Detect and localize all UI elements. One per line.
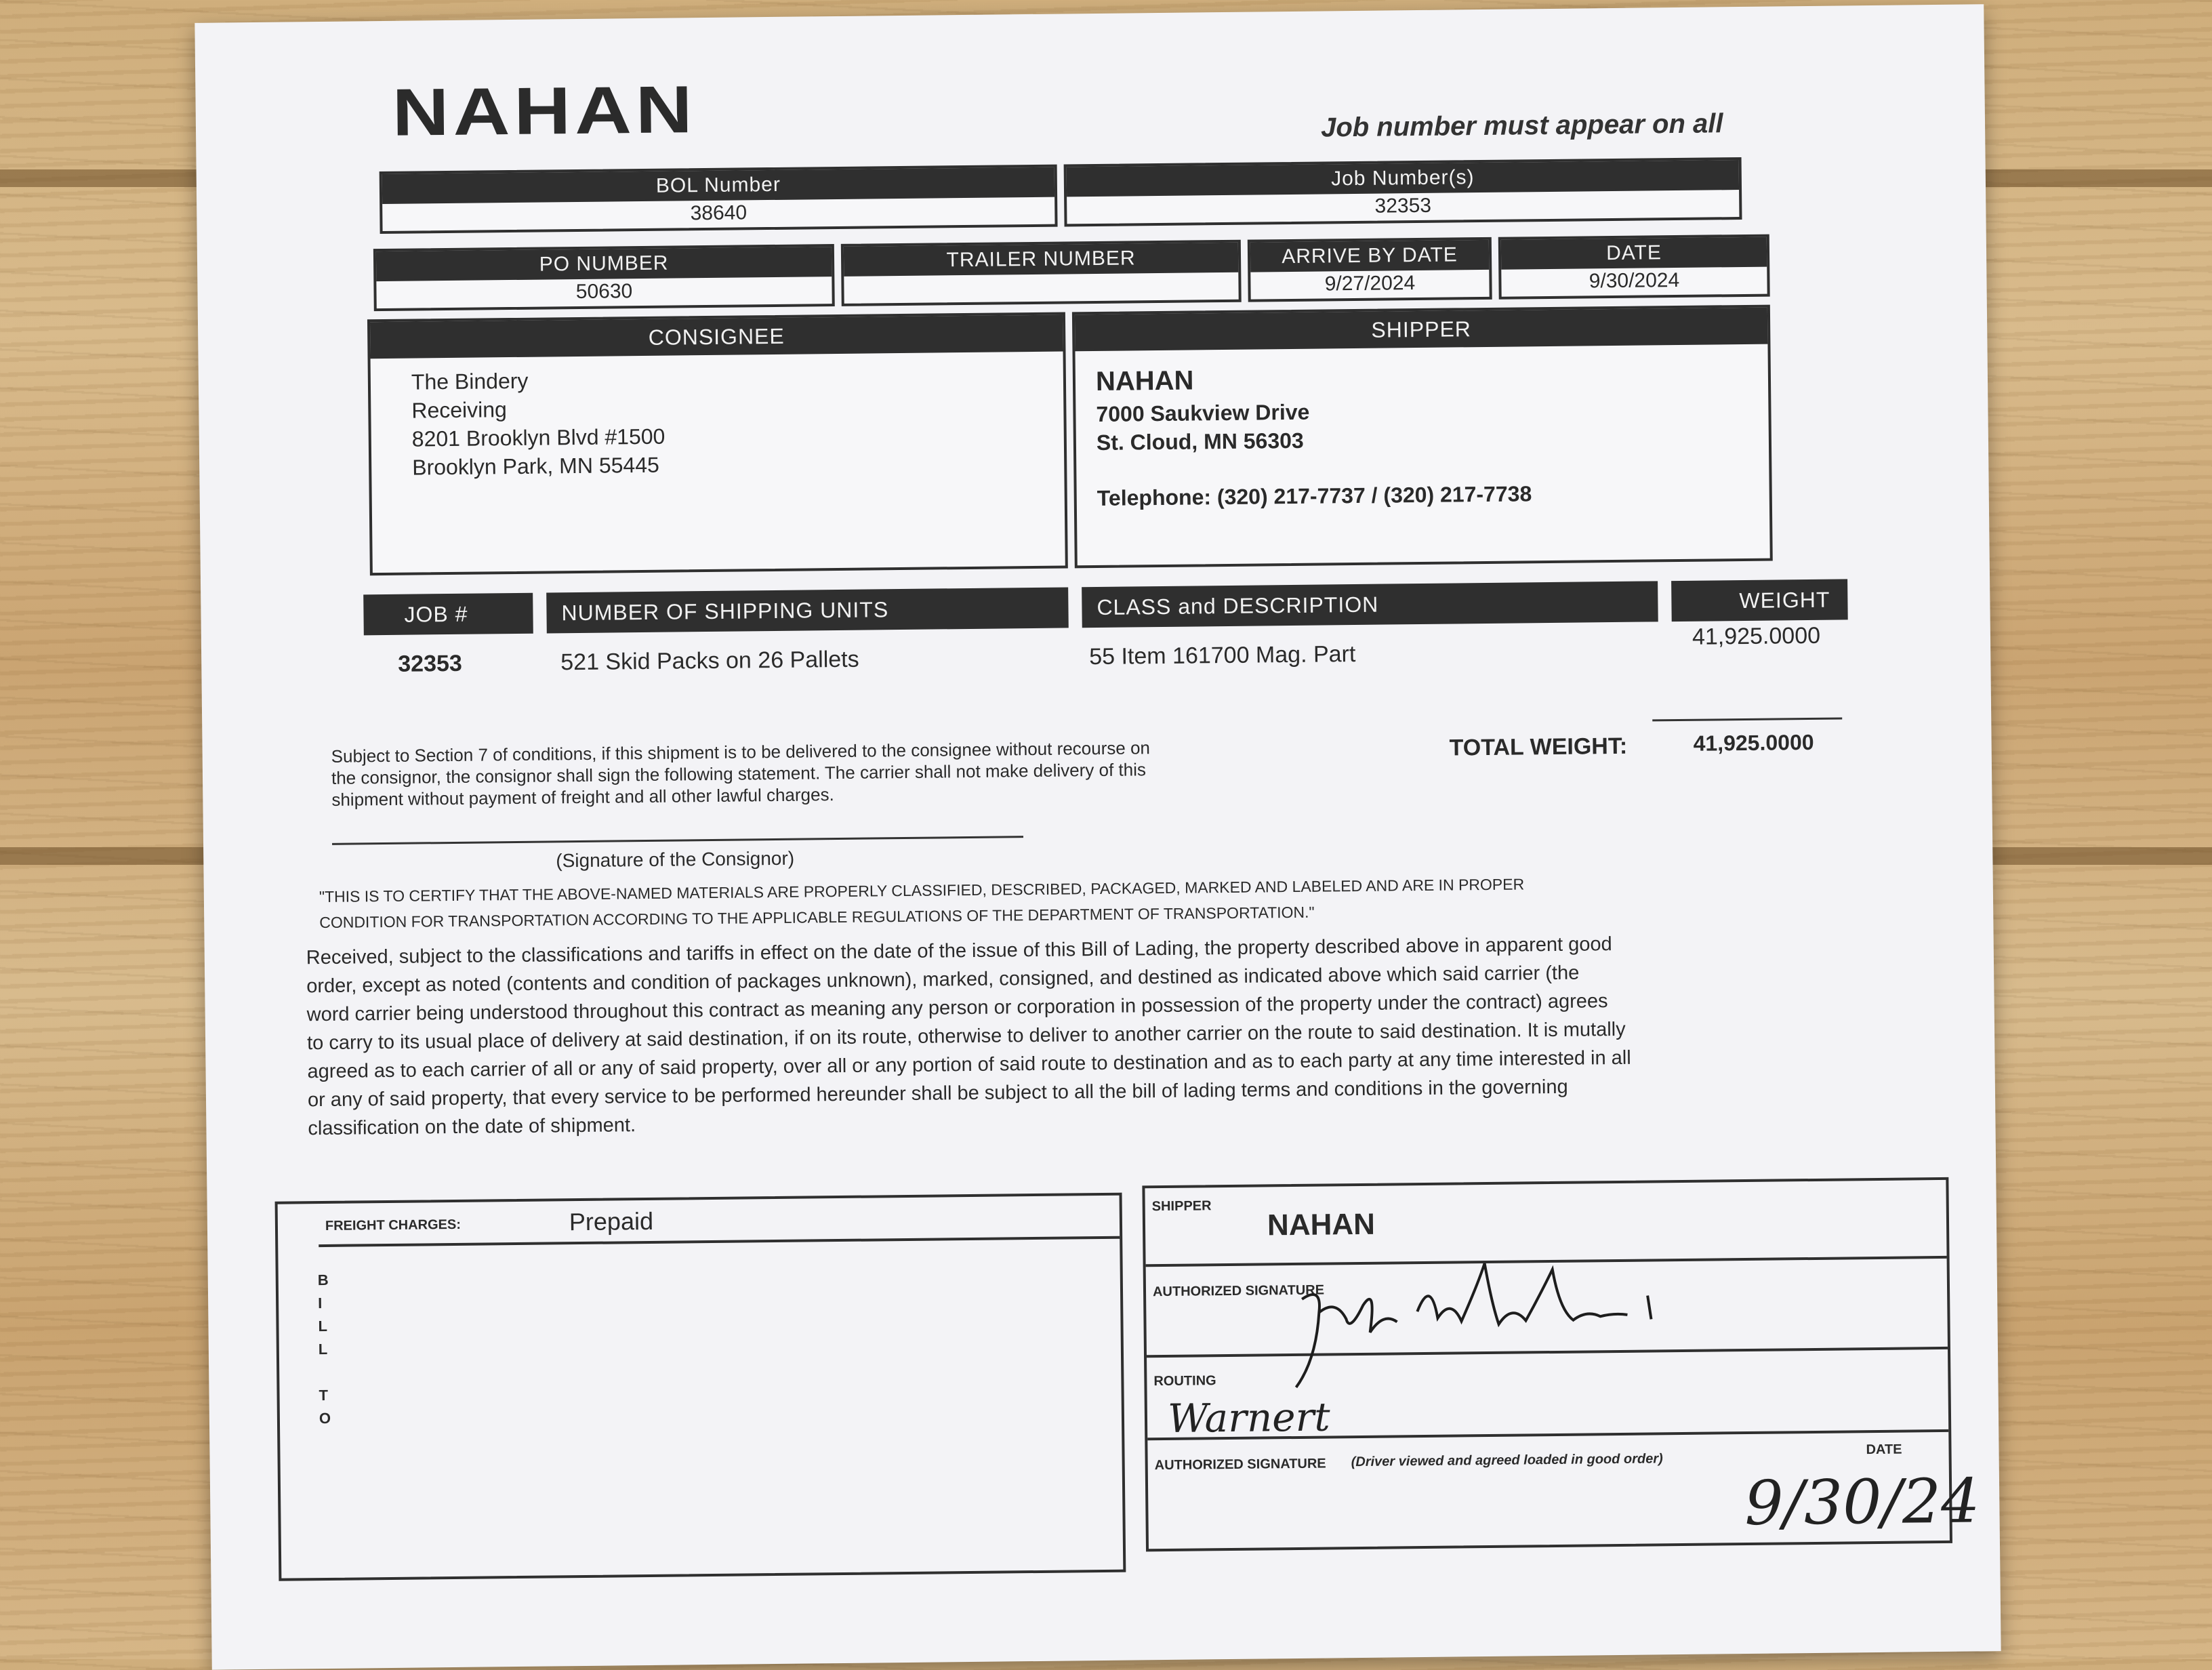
signoff-date-label: DATE	[1866, 1442, 1902, 1458]
certification-line: "THIS IS TO CERTIFY THAT THE ABOVE-NAMED MATERIALS ARE PROPERLY CLASSIFIED, DESCRIBED, PACKAGED, MARKED AND LABELED AND ARE IN PROPER	[319, 875, 1525, 906]
item-shipping-units: 521 Skid Packs on 26 Pallets	[560, 646, 859, 676]
certification-line: CONDITION FOR TRANSPORTATION ACCORDING TO THE APPLICABLE REGULATIONS OF THE DEPARTMENT OF TRANSPORTATION."	[319, 903, 1315, 932]
section-7-line: Subject to Section 7 of conditions, if this shipment is to be delivered to the consignee without recourse on	[331, 737, 1151, 767]
shipper-address-line: St. Cloud, MN 56303	[1096, 428, 1304, 455]
consignee-line: The Bindery	[411, 368, 529, 394]
signoff-authorized-signature-label: AUTHORIZED SIGNATURE	[1152, 1282, 1325, 1300]
col-header-class-description: CLASS and DESCRIPTION	[1082, 581, 1658, 628]
received-line: or any of said property, that every service to be performed hereunder shall be subject to all the bill of lading terms and conditions in the governing	[307, 1076, 1568, 1112]
bill-to-letter: L	[318, 1317, 328, 1335]
consignor-signature-line	[332, 836, 1023, 845]
signoff-routing-label: ROUTING	[1153, 1373, 1216, 1389]
signoff-routing-row	[1147, 1349, 1948, 1440]
total-weight-rule	[1652, 717, 1842, 721]
item-weight: 41,925.0000	[1692, 622, 1821, 650]
signoff-driver-signature-label: AUTHORIZED SIGNATURE	[1154, 1456, 1326, 1473]
po-number-value: 50630	[575, 280, 633, 304]
consignor-signature-caption: (Signature of the Consignor)	[556, 847, 795, 872]
job-numbers-label: Job Number(s)	[1067, 160, 1739, 197]
date-field	[1498, 235, 1770, 300]
section-7-statement	[331, 735, 1281, 811]
freight-charges-box	[275, 1193, 1126, 1581]
signoff-driver-signature-row	[1147, 1432, 1980, 1549]
date-label: DATE	[1501, 237, 1767, 270]
company-logo: NAHAN	[392, 71, 697, 150]
received-line: order, except as noted (contents and condition of packages unknown), marked, consigned, and destined as indicated above which said carrier (the	[306, 962, 1580, 998]
received-line: word carrier being understood throughout this contract as meaning any person or corporation in possession of the property under the contract) agrees	[306, 990, 1608, 1026]
arrive-by-date-value: 9/27/2024	[1324, 272, 1416, 296]
bol-number-field	[380, 165, 1058, 234]
consignee-line: 8201 Brooklyn Blvd #1500	[411, 424, 665, 451]
col-header-shipping-units: NUMBER OF SHIPPING UNITS	[546, 587, 1069, 633]
consignee-box	[367, 312, 1068, 575]
bill-to-label	[318, 1269, 331, 1430]
shipper-label: SHIPPER	[1075, 308, 1768, 352]
signoff-shipper-row	[1145, 1180, 1946, 1267]
bill-to-letter: O	[319, 1409, 331, 1427]
section-7-line: shipment without payment of freight and all other lawful charges.	[331, 784, 834, 810]
received-line: classification on the date of shipment.	[308, 1114, 636, 1140]
arrive-by-date-label: ARRIVE BY DATE	[1250, 240, 1489, 272]
shipper-box	[1072, 305, 1773, 569]
signoff-shipper-name: NAHAN	[1267, 1207, 1376, 1242]
freight-charges-label: FREIGHT CHARGES:	[325, 1217, 462, 1234]
bill-to-letter: B	[317, 1271, 329, 1289]
bill-of-lading-page	[194, 4, 2001, 1670]
section-7-line: the consignor, the consignor shall sign the following statement. The carrier shall not make delivery of this	[331, 759, 1147, 788]
arrive-by-date-field	[1248, 237, 1492, 302]
job-numbers-field	[1064, 157, 1742, 226]
signoff-authorized-signature-row	[1146, 1259, 1948, 1358]
date-value: 9/30/2024	[1589, 268, 1680, 293]
consignee-line: Brooklyn Park, MN 55445	[412, 452, 660, 480]
shipper-telephone: Telephone: (320) 217-7737 / (320) 217-7738	[1097, 481, 1532, 510]
shipper-address-line: 7000 Saukview Drive	[1096, 399, 1310, 426]
col-header-weight: WEIGHT	[1671, 579, 1848, 622]
received-line: Received, subject to the classifications and tariffs in effect on the date of the issue of this Bill of Lading, the property described above in apparent good	[306, 933, 1612, 969]
signoff-shipper-label: SHIPPER	[1151, 1198, 1212, 1215]
trailer-number-label: TRAILER NUMBER	[844, 243, 1238, 277]
received-line: to carry to its usual place of delivery at said destination, if on its route, otherwise to deliver to another carrier on the route to said destination. It is mutally	[306, 1018, 1626, 1055]
item-job-number: 32353	[398, 650, 463, 677]
po-number-field	[373, 244, 835, 311]
consignee-label: CONSIGNEE	[370, 315, 1063, 359]
certification-statement	[319, 868, 1811, 935]
bill-to-letter: L	[318, 1340, 328, 1358]
total-weight-value: 41,925.0000	[1693, 729, 1814, 756]
col-header-job: JOB #	[363, 593, 533, 636]
received-line: agreed as to each carrier of all or any of said property, over all or any portion of said route to destination and as to each party at any time interested in all	[307, 1046, 1631, 1083]
trailer-number-field	[841, 240, 1242, 306]
freight-charges-value: Prepaid	[569, 1206, 654, 1236]
total-weight-label: TOTAL WEIGHT:	[1449, 733, 1628, 761]
signoff-routing-value: Warnert	[1167, 1393, 1330, 1442]
bol-number-label: BOL Number	[382, 167, 1054, 204]
shipper-signoff-box	[1142, 1177, 1980, 1551]
consignee-line: Receiving	[411, 397, 508, 423]
item-description: 55 Item 161700 Mag. Part	[1089, 641, 1356, 670]
job-number-notice: Job number must appear on all	[1320, 108, 1723, 143]
shipper-name: NAHAN	[1095, 365, 1194, 396]
received-paragraph	[306, 927, 1867, 1143]
signoff-driver-note: (Driver viewed and agreed loaded in good order)	[1351, 1451, 1663, 1470]
freight-charges-header-row	[319, 1196, 1120, 1247]
signoff-date-value: 9/30/24	[1744, 1465, 1980, 1540]
bol-number-value: 38640	[690, 201, 747, 225]
job-numbers-value: 32353	[1374, 194, 1432, 218]
po-number-label: PO NUMBER	[376, 247, 832, 281]
bill-to-letter: I	[318, 1295, 323, 1312]
bill-to-letter: T	[319, 1386, 329, 1404]
